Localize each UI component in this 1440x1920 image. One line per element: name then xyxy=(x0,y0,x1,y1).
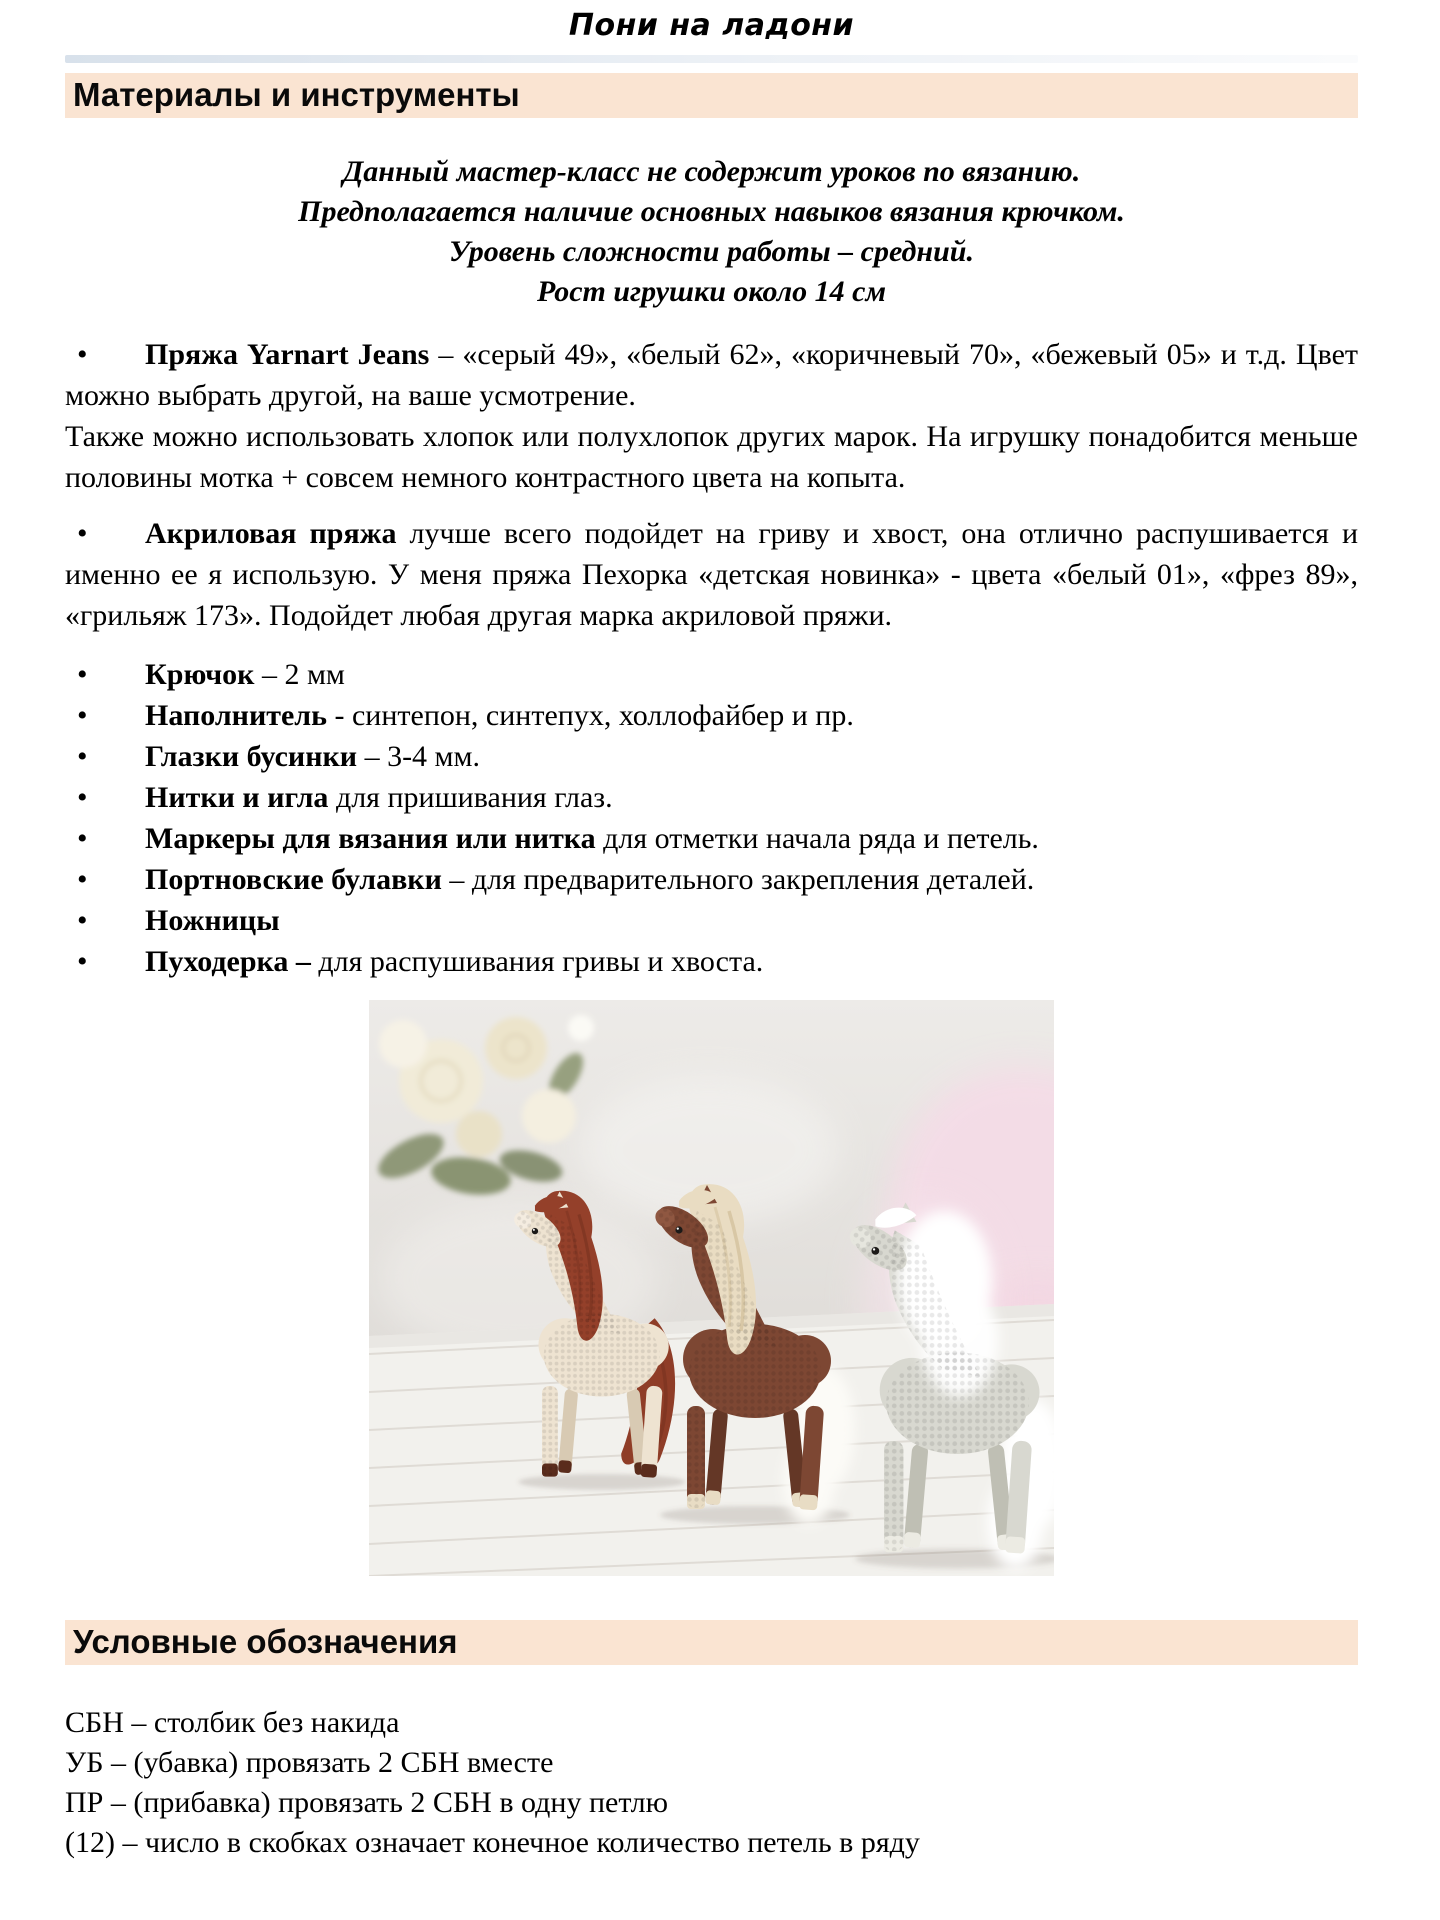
legend-line: СБН – столбик без накида xyxy=(65,1706,400,1739)
material-item xyxy=(65,900,1358,941)
material-item-desc: для отметки начала ряда и петель. xyxy=(595,822,1039,855)
bullet-marker: • xyxy=(77,945,88,978)
materials-list xyxy=(65,654,1358,982)
bullet-marker: • xyxy=(77,517,88,550)
intro-note-block xyxy=(65,152,1358,312)
section-header-legend: Условные обозначения xyxy=(65,1620,1358,1665)
material-item-term: Нитки и игла xyxy=(145,781,329,814)
bullet-marker: • xyxy=(77,740,88,773)
material-item-desc: для распушивания гривы и хвоста. xyxy=(310,945,764,978)
material-item xyxy=(65,736,1358,777)
material-item-desc: для пришивания глаз. xyxy=(328,781,613,814)
yarn-term: Пряжа Yarnart Jeans xyxy=(145,338,430,371)
material-item-term: Портновские булавки xyxy=(145,863,442,896)
material-item-desc: – 2 мм xyxy=(254,658,345,691)
bullet-marker: • xyxy=(77,822,88,855)
material-item xyxy=(65,654,1358,695)
material-item-desc: - синтепон, синтепух, холлофайбер и пр. xyxy=(326,699,854,732)
bullet-marker: • xyxy=(77,699,88,732)
intro-line: Рост игрушки около 14 см xyxy=(536,275,887,308)
material-item-term: Наполнитель xyxy=(145,699,327,732)
bullet-marker: • xyxy=(77,781,88,814)
legend-line: ПР – (прибавка) провязать 2 СБН в одну петлю xyxy=(65,1786,669,1819)
acrylic-term: Акриловая пряжа xyxy=(145,517,397,550)
material-item-term: Глазки бусинки xyxy=(145,740,358,773)
material-item-term: Маркеры для вязания или нитка xyxy=(145,822,596,855)
intro-line: Данный мастер-класс не содержит уроков по вязанию. xyxy=(342,155,1081,188)
material-item xyxy=(65,859,1358,900)
page-title: Пони на ладони xyxy=(568,8,855,43)
yarn-desc: – «серый 49», «белый 62», «коричневый 70», «бежевый 05» и т.д. Цвет можно выбрать другой, на ваше усмотрение. xyxy=(65,338,1358,412)
bullet-marker: • xyxy=(77,904,88,937)
material-item-term: Крючок xyxy=(145,658,255,691)
yarn-bullet-paragraph xyxy=(65,334,1358,416)
legend-line: (12) – число в скобках означает конечное количество петель в ряду xyxy=(65,1826,920,1859)
yarn-note-paragraph: Также можно использовать хлопок или полухлопок других марок. На игрушку понадобится меньше половины мотка + совсем немного контрастного цвета на копыта. xyxy=(65,420,1358,494)
material-item xyxy=(65,777,1358,818)
section-header-materials: Материалы и инструменты xyxy=(65,73,1358,118)
bullet-marker: • xyxy=(77,338,88,371)
acrylic-bullet-paragraph xyxy=(65,513,1358,636)
photo-container xyxy=(65,1000,1358,1576)
legend-list xyxy=(65,1703,1358,1863)
legend-line: УБ – (убавка) провязать 2 СБН вместе xyxy=(65,1746,554,1779)
material-item-term: Пуходерка – xyxy=(145,945,311,978)
scan-artifact-streak xyxy=(65,55,1358,63)
intro-line: Уровень сложности работы – средний. xyxy=(449,235,974,268)
material-item-term: Ножницы xyxy=(145,904,280,937)
material-item xyxy=(65,941,1358,982)
intro-line: Предполагается наличие основных навыков вязания крючком. xyxy=(298,195,1125,228)
material-item-desc: – для предварительного закрепления деталей. xyxy=(441,863,1035,896)
bullet-marker: • xyxy=(77,658,88,691)
material-item xyxy=(65,818,1358,859)
material-item xyxy=(65,695,1358,736)
ponies-photo xyxy=(369,1000,1054,1576)
acrylic-desc: лучше всего подойдет на гриву и хвост, она отлично распушивается и именно ее я использую. У меня пряжа Пехорка «детская новинка» - цвета «белый 01», «фрез 89», «грильяж 173». Подойдет любая другая марка акриловой пряжи. xyxy=(65,517,1358,632)
material-item-desc: – 3-4 мм. xyxy=(357,740,481,773)
bullet-marker: • xyxy=(77,863,88,896)
